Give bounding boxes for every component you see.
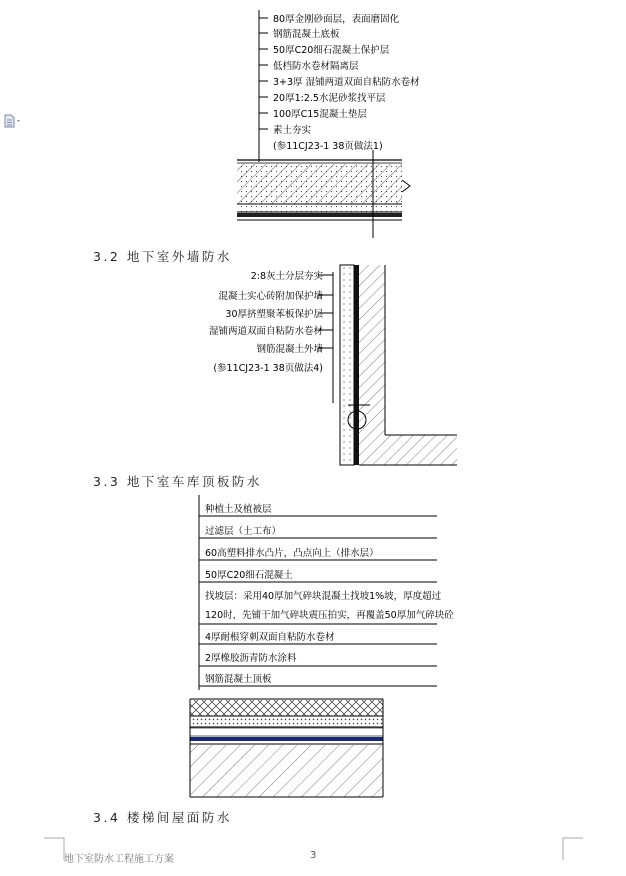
roof-layer-1: 种植土及植被层 bbox=[205, 504, 272, 515]
floor-layer-3: 50厚C20细石混凝土保护层 bbox=[273, 45, 390, 56]
floor-layer-6: 20厚1:2.5水泥砂浆找平层 bbox=[273, 93, 386, 104]
floor-layer-5: 3+3厚 湿铺两道双面自粘防水卷材 bbox=[273, 77, 420, 88]
section-heading-3-2: 3.2 地下室外墙防水 bbox=[93, 249, 232, 264]
section-heading-3-3: 3.3 地下室车库顶板防水 bbox=[93, 474, 262, 489]
roof-layer-5a: 找坡层：采用40厚加气碎块混凝土找坡1%坡，厚度超过 bbox=[205, 591, 442, 602]
section-heading-3-4: 3.4 楼梯间屋面防水 bbox=[93, 810, 232, 825]
roof-layer-6: 4厚耐根穿刺双面自粘防水卷材 bbox=[205, 632, 335, 643]
roof-layer-8: 钢筋混凝土顶板 bbox=[205, 674, 272, 685]
wall-layer-2: 混凝土实心砖附加保护墙 bbox=[218, 291, 323, 302]
footer-title: 地下室防水工程施工方案 bbox=[64, 854, 174, 865]
floor-reference: (参11CJ23-1 38页做法1) bbox=[273, 141, 383, 152]
roof-layer-2: 过滤层（土工布） bbox=[205, 526, 282, 537]
floor-layer-7: 100厚C15混凝土垫层 bbox=[273, 109, 367, 120]
floor-layer-2: 钢筋混凝土底板 bbox=[273, 29, 340, 40]
wall-layer-3: 30厚挤塑聚苯板保护层 bbox=[225, 309, 323, 320]
floor-layer-1: 80厚金刚砂面层，表面磨固化 bbox=[273, 14, 400, 25]
roof-layer-5b: 120时，先铺干加气碎块震压拍实，再覆盖50厚加气碎块砼 bbox=[205, 610, 454, 621]
wall-layer-1: 2:8灰土分层夯实 bbox=[250, 271, 323, 282]
roof-layer-3: 60高塑料排水凸片，凸点向上（排水层） bbox=[205, 548, 379, 559]
page-number: 3 bbox=[310, 850, 317, 861]
roof-detail-drawing bbox=[0, 490, 626, 800]
floor-layer-4: 低档防水卷材隔离层 bbox=[273, 61, 359, 72]
wall-reference: (参11CJ23-1 38页做法4) bbox=[213, 363, 323, 374]
roof-layer-4: 50厚C20细石混凝土 bbox=[205, 570, 293, 581]
wall-layer-5: 钢筋混凝土外墙 bbox=[256, 344, 323, 355]
roof-layer-7: 2厚橡胶沥青防水涂料 bbox=[205, 653, 297, 664]
wall-layer-4: 湿铺两道双面自粘防水卷材 bbox=[208, 326, 323, 337]
floor-layer-8: 素土夯实 bbox=[273, 125, 312, 136]
